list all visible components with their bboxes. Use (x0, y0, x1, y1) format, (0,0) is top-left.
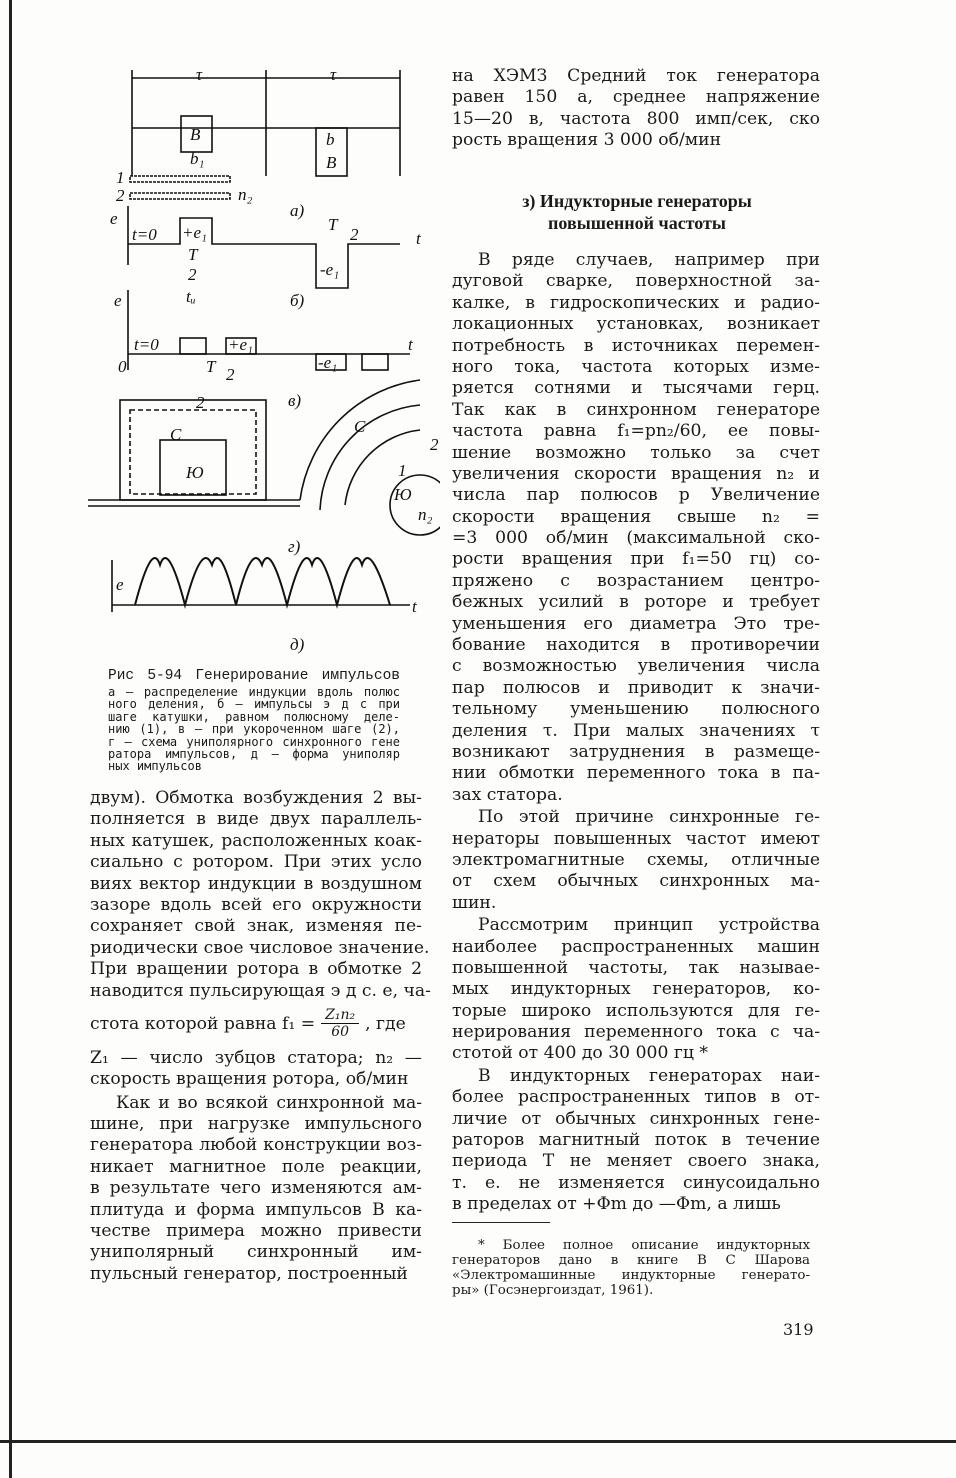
fraction-numerator: Z₁n₂ (321, 1007, 359, 1024)
text-line: честве примера можно привести (90, 1221, 422, 1242)
text-line: мых индукторных генераторов, ко- (452, 979, 820, 1000)
text-line: шаге катушки, равном полюсному деле- (108, 709, 400, 724)
text-line: При вращении ротора в обмотке 2 (90, 959, 422, 980)
text-line: ры» (Госэнергоиздат, 1961). (452, 1283, 654, 1298)
label-zero-c: 0 (118, 357, 127, 376)
page-number: 319 (783, 1320, 814, 1339)
label-n2: n₂ (238, 185, 253, 204)
label-e-d: e (116, 575, 124, 594)
text-line: скорости вращения свыше n₂ = (452, 506, 820, 527)
text-line: зах статора. (452, 784, 563, 805)
fraction-denominator: 60 (331, 1024, 350, 1041)
label-T-den-b: 2 (188, 265, 197, 284)
text-line: частота равна f₁=pn₂/60, ее повы- (452, 421, 820, 442)
text-line: увеличения скорости вращения n₂ и (452, 463, 820, 484)
left-column (90, 788, 431, 1285)
label-t-d: t (412, 597, 417, 616)
text-line: потребность в источниках перемен- (452, 335, 820, 356)
text-line: =3 000 об/мин (максимальной ско- (452, 528, 820, 549)
text-line: рости вращения при f₁=50 гц) со- (452, 549, 820, 570)
text-line: дуговой сварке, поверхностной за- (452, 271, 820, 292)
text-line: раторов магнитный поток в течение (452, 1130, 820, 1151)
text-line: наиболее распространенных машин (452, 936, 820, 957)
label-2-g: 2 (196, 393, 205, 412)
text-line: шение возможно только за счет (452, 442, 820, 463)
text-line: торые широко используются для ге- (452, 1000, 820, 1021)
label-plus-e1-b: +e₁ (182, 223, 207, 242)
text-line: повышенной частоты, так называе- (452, 957, 820, 978)
text-line: деления τ. При малых значениях τ (452, 720, 820, 741)
text-line: шин. (452, 892, 497, 913)
label-a: а) (290, 201, 305, 220)
label-minus-e1-c: -e₁ (318, 353, 338, 372)
text-line: периода T не меняет своего знака, (452, 1151, 820, 1172)
label-B2: B (326, 153, 337, 172)
text-line: бование находится в противоречии (452, 635, 820, 656)
label-T-den-b2: 2 (350, 225, 359, 244)
text-line: пульсный генератор, построенный (90, 1263, 408, 1284)
paragraph (90, 1093, 422, 1286)
text-line: сохраняет свой знак, изменяя пе- (90, 916, 422, 937)
paragraph (452, 66, 820, 152)
subfigure-c (114, 290, 414, 410)
text-line: никает магнитное поле реакции, (90, 1156, 422, 1177)
label-tu: tᵤ (186, 287, 196, 306)
footnote (452, 1238, 810, 1298)
text-line: на ХЭМЗ Средний ток генератора (452, 66, 820, 86)
label-1-g2: 1 (398, 461, 407, 480)
text-line: Z₁ — число зубцов статора; n₂ — (90, 1047, 422, 1068)
label-t-c: t (408, 335, 413, 354)
label-n2-g2: n₂ (418, 505, 433, 524)
label-plus-e1-c: +e₁ (228, 335, 253, 354)
label-2-g2: 2 (430, 435, 439, 454)
text-line: а — распределение индукции вдоль полюс (108, 685, 400, 699)
text-line: более распространенных типов в от- (452, 1087, 820, 1108)
label-T-c: T (206, 357, 216, 376)
label-minus-e1-b: -e₁ (320, 260, 340, 279)
subfigure-d-generator (88, 380, 440, 556)
text-line: плитуда и форма импульсов В ка- (90, 1199, 422, 1220)
text-line: нераторы повышенных частот имеют (452, 828, 820, 849)
text-line: зазоре вдоль всей его окружности (90, 894, 422, 915)
figure-5-94 (0, 0, 440, 660)
footnote-rule (452, 1222, 550, 1223)
text-line: В индукторных генераторах наи- (478, 1065, 820, 1086)
paragraph (452, 807, 820, 914)
text-line: рость вращения 3 000 об/мин (452, 130, 722, 151)
text-line: нии обмотки переменного тока в па- (452, 763, 820, 784)
label-tau-2: τ (330, 65, 337, 84)
page-edge-bottom (0, 1440, 956, 1443)
text-line: электромагнитные схемы, отличные (452, 849, 820, 870)
paragraph (108, 686, 400, 773)
text-line: В ряде случаев, например при (478, 250, 820, 270)
text-line: в пределах от +Φm до —Φm, а лишь (452, 1194, 781, 1215)
text-line: от схем обычных синхронных ма- (452, 871, 820, 892)
text-line: возникают затруднения в размеще- (452, 741, 820, 762)
subfigure-e-pulses (112, 558, 418, 654)
paragraph (452, 1066, 820, 1216)
paragraph (90, 1048, 422, 1091)
caption-title: Рис 5-94 Генерирование импульсов (108, 668, 400, 684)
paragraph (452, 1238, 810, 1298)
right-column-top (452, 66, 820, 152)
text-line: калке, в гидроскопических и радио- (452, 292, 820, 313)
text-line: 15—20 в, частота 800 имп/сек, ско (452, 108, 820, 129)
paragraph (452, 915, 820, 1065)
heading-line-2: повышенной частоты (548, 213, 726, 233)
figure-caption (108, 666, 400, 773)
subfigure-a (116, 65, 400, 220)
text-line: виях вектор индукции в воздушном (90, 873, 422, 894)
text-line: Рассмотрим принцип устройства (478, 915, 820, 936)
text-line: Так как в синхронном генераторе (452, 399, 820, 420)
text-line: т. е. не изменяется синусоидально (452, 1172, 820, 1193)
text-line: нию (1), в — при укороченном шаге (2), (108, 722, 400, 737)
label-T-den-c: 2 (226, 365, 235, 384)
text-line: бежных усилий в роторе и требует (452, 592, 820, 613)
text-line: * Более полное описание индукторных (478, 1238, 810, 1253)
text-line: наводится пульсирующая э д с. e, ча- (90, 980, 431, 1001)
label-C-g: C (170, 425, 182, 444)
text-line: риодически свое числовое значение. (90, 937, 430, 958)
text-line: сиально с ротором. При этих усло (90, 852, 422, 873)
text-line: скорость вращения ротора, об/мин (90, 1069, 409, 1090)
label-b1: b₁ (190, 149, 205, 168)
text-line: тельному уменьшению полюсного (452, 699, 820, 720)
text-line: ратора импульсов, д — форма униполяр (108, 746, 400, 761)
label-t0-c: t=0 (134, 335, 159, 354)
text-line: генераторов дано в книге В С Шарова (452, 1253, 810, 1268)
text-line: личие от обычных синхронных гене- (452, 1108, 820, 1129)
label-b: b (326, 130, 335, 149)
text-line: двум). Обмотка возбуждения 2 вы- (90, 788, 422, 808)
label-b-sub: б) (290, 291, 305, 310)
text-line: ного тока, частота которых изме- (452, 356, 820, 377)
label-t-b: t (416, 229, 421, 248)
text-line: уменьшения его диаметра Это тре- (452, 613, 820, 634)
right-column-body (452, 250, 820, 1216)
formula-line (90, 1002, 422, 1046)
label-yu-g2: Ю (394, 485, 412, 504)
text-line: По этой причине синхронные ге- (478, 807, 820, 828)
label-e-b: e (110, 209, 118, 228)
text-line: нерирования переменного тока с ча- (452, 1022, 820, 1043)
text-line: пряжено с возрастанием центро- (452, 570, 820, 591)
label-T-b: T (188, 245, 198, 264)
subfigure-b (110, 206, 422, 310)
formula-prefix: стота которой равна f₁ = (90, 1013, 316, 1034)
paragraph (452, 250, 820, 806)
formula-suffix: , где (365, 1013, 406, 1034)
text-line: ных катушек, расположенных коак- (90, 830, 422, 851)
text-line: Как и во всякой синхронной ма- (116, 1092, 422, 1113)
text-line: ного деления, б — импульсы э д с при (108, 697, 400, 712)
section-heading (452, 190, 822, 234)
text-line: равен 150 а, среднее напряжение (452, 87, 820, 108)
label-t0-b: t=0 (132, 225, 157, 244)
text-line: ряется сотнями и тысячами герц. (452, 378, 820, 399)
label-T-b2: T (328, 215, 338, 234)
text-line: генератора любой конструкции воз- (90, 1135, 422, 1156)
label-c-sub: в) (288, 391, 302, 410)
text-line: «Электромашинные индукторные генерато- (452, 1268, 810, 1283)
formula-fraction (321, 1007, 359, 1040)
label-tau-1: τ (196, 65, 203, 84)
label-winding-2: 2 (116, 186, 125, 205)
text-line: числа пар полюсов p Увеличение (452, 485, 820, 506)
text-line: с возможностью увеличения числа (452, 656, 820, 677)
text-line: г — схема униполярного синхронного гене (108, 734, 400, 749)
text-line: локационных установках, возникает (452, 314, 820, 335)
text-line: полняется в виде двух параллель- (90, 809, 422, 830)
label-e-c: e (114, 291, 122, 310)
text-line: ных импульсов (108, 759, 202, 774)
label-C-g2: C (354, 417, 366, 436)
text-line: униполярный синхронный им- (90, 1242, 422, 1263)
label-winding-1: 1 (116, 168, 125, 187)
paragraph (90, 788, 431, 1002)
label-d-sub: д) (290, 635, 305, 654)
label-g-sub: г) (288, 537, 301, 556)
text-line: в результате чего изменяются ам- (90, 1178, 422, 1199)
label-yu-g: Ю (186, 463, 204, 482)
label-B1: B (190, 125, 201, 144)
text-line: шине, при нагрузке импульсного (90, 1114, 422, 1135)
heading-line-1: з) Индукторные генераторы (522, 191, 752, 211)
text-line: стотой от 400 до 30 000 гц * (452, 1043, 708, 1064)
text-line: пар полюсов и приводит к значи- (452, 677, 820, 698)
